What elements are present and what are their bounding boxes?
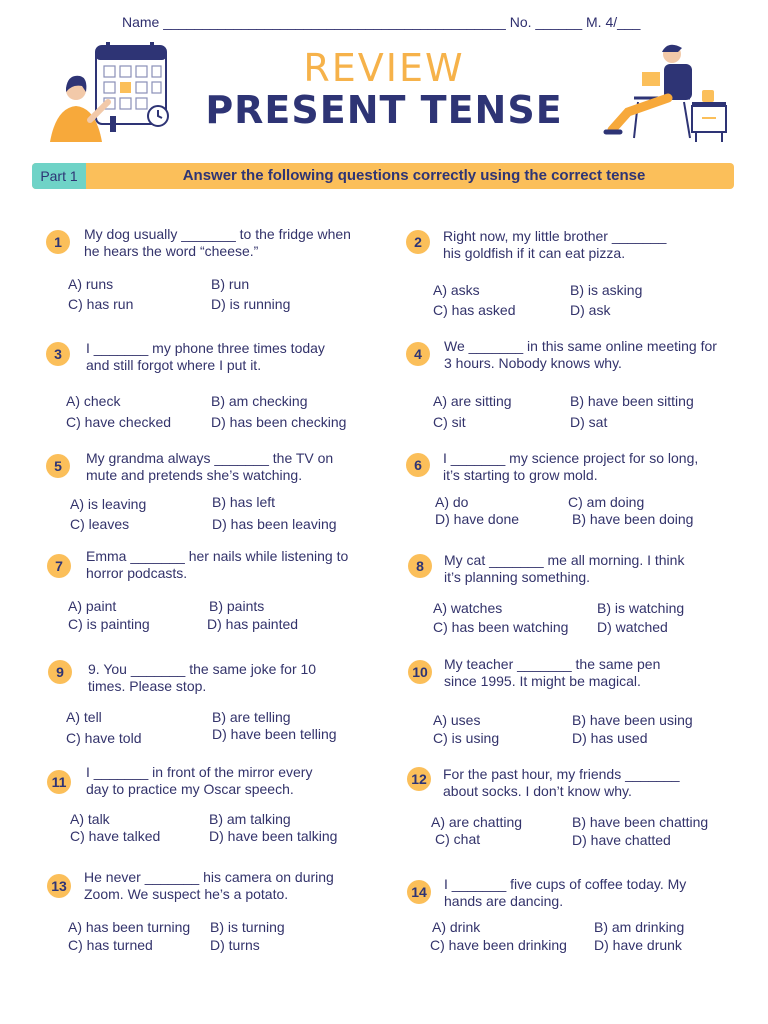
answer-option[interactable]: D) have been telling: [212, 726, 337, 742]
title-review: REVIEW: [303, 46, 465, 90]
question-number: 11: [47, 770, 71, 794]
question-text: day to practice my Oscar speech.: [86, 781, 294, 797]
answer-option[interactable]: C) have told: [66, 730, 142, 746]
question-number: 8: [408, 554, 432, 578]
answer-option[interactable]: B) has left: [212, 494, 276, 510]
question-text: since 1995. It might be magical.: [444, 673, 641, 689]
question-text: horror podcasts.: [86, 565, 188, 581]
answer-option[interactable]: D) sat: [570, 414, 608, 430]
answer-option[interactable]: D) has been checking: [211, 414, 347, 430]
question-number: 6: [406, 453, 430, 477]
answer-option[interactable]: A) has been turning: [68, 919, 191, 935]
answer-option[interactable]: C) chat: [435, 831, 481, 847]
question-text: Zoom. We suspect he’s a potato.: [84, 886, 289, 902]
question-text: I _______ in front of the mirror every: [86, 764, 313, 780]
question-number: 7: [47, 554, 71, 578]
answer-option[interactable]: C) have checked: [66, 414, 172, 430]
question-text: about socks. I don’t know why.: [443, 783, 632, 799]
answer-option[interactable]: B) paints: [209, 598, 265, 614]
answer-option[interactable]: B) is turning: [210, 919, 285, 935]
question-text: For the past hour, my friends _______: [443, 766, 680, 782]
question-number: 13: [47, 874, 71, 898]
answer-option[interactable]: C) am doing: [568, 494, 645, 510]
answer-option[interactable]: C) leaves: [70, 516, 130, 532]
answer-option[interactable]: A) do: [435, 494, 469, 510]
answer-option[interactable]: D) watched: [597, 619, 668, 635]
question-number: 3: [46, 342, 70, 366]
answer-option[interactable]: A) runs: [68, 276, 114, 292]
question-text: times. Please stop.: [88, 678, 207, 694]
answer-option[interactable]: A) talk: [70, 811, 110, 827]
question-text: 3 hours. Nobody knows why.: [444, 355, 622, 371]
answer-option[interactable]: A) uses: [433, 712, 481, 728]
answer-option[interactable]: D) is running: [211, 296, 291, 312]
answer-option[interactable]: A) are sitting: [433, 393, 512, 409]
answer-option[interactable]: B) am talking: [209, 811, 291, 827]
answer-option[interactable]: D) have drunk: [594, 937, 682, 953]
answer-option[interactable]: C) has turned: [68, 937, 153, 953]
question-number: 4: [406, 342, 430, 366]
answer-option[interactable]: D) have chatted: [572, 832, 671, 848]
answer-option[interactable]: A) check: [66, 393, 121, 409]
answer-option[interactable]: C) has asked: [433, 302, 516, 318]
answer-option[interactable]: A) drink: [432, 919, 481, 935]
question-text: My grandma always _______ the TV on: [86, 450, 334, 466]
part-instruction: Answer the following questions correctly using the correct tense: [182, 167, 646, 184]
answer-option[interactable]: B) is watching: [597, 600, 685, 616]
answer-option[interactable]: A) is leaving: [70, 496, 147, 512]
question-text: it’s planning something.: [444, 569, 591, 585]
answer-option[interactable]: D) has painted: [207, 616, 299, 632]
answer-option[interactable]: A) tell: [66, 709, 102, 725]
answer-option[interactable]: B) am drinking: [594, 919, 685, 935]
question-number: 1: [46, 230, 70, 254]
answer-option[interactable]: D) ask: [570, 302, 611, 318]
question-text: 9. You _______ the same joke for 10: [88, 661, 317, 677]
answer-option[interactable]: C) has been watching: [433, 619, 569, 635]
question-text: mute and pretends she’s watching.: [86, 467, 303, 483]
part-label: Part 1: [32, 163, 86, 189]
question-text: and still forgot where I put it.: [86, 357, 262, 373]
answer-option[interactable]: B) have been using: [572, 712, 693, 728]
question-text: My dog usually _______ to the fridge when: [84, 226, 351, 242]
answer-option[interactable]: B) have been doing: [572, 511, 694, 527]
question-text: I _______ my phone three times today: [86, 340, 325, 356]
answer-option[interactable]: D) has been leaving: [212, 516, 337, 532]
answer-option[interactable]: C) sit: [433, 414, 466, 430]
question-number: 9: [48, 660, 72, 684]
question-text: We _______ in this same online meeting for: [444, 338, 717, 354]
answer-option[interactable]: D) turns: [210, 937, 260, 953]
answer-option[interactable]: B) run: [211, 276, 250, 292]
answer-option[interactable]: B) have been chatting: [572, 814, 709, 830]
question-text: Right now, my little brother _______: [443, 228, 667, 244]
question-text: it’s starting to grow mold.: [443, 467, 598, 483]
answer-option[interactable]: C) have been drinking: [430, 937, 567, 953]
question-number: 14: [407, 880, 431, 904]
answer-option[interactable]: D) has used: [572, 730, 648, 746]
answer-option[interactable]: B) have been sitting: [570, 393, 694, 409]
answer-option[interactable]: D) have done: [435, 511, 520, 527]
question-number: 5: [46, 454, 70, 478]
answer-option[interactable]: A) watches: [433, 600, 503, 616]
answer-option[interactable]: A) are chatting: [431, 814, 523, 830]
question-text: He never _______ his camera on during: [84, 869, 334, 885]
question-text: Emma _______ her nails while listening to: [86, 548, 349, 564]
answer-option[interactable]: C) is painting: [68, 616, 150, 632]
question-number: 12: [407, 767, 431, 791]
question-text: I _______ my science project for so long,: [443, 450, 699, 466]
answer-option[interactable]: D) have been talking: [209, 828, 338, 844]
question-text: hands are dancing.: [444, 893, 564, 909]
question-text: My cat _______ me all morning. I think: [444, 552, 685, 568]
question-text: I _______ five cups of coffee today. My: [444, 876, 687, 892]
question-text: he hears the word “cheese.”: [84, 243, 259, 259]
answer-option[interactable]: C) is using: [433, 730, 500, 746]
title-present-tense: PRESENT TENSE: [205, 88, 563, 132]
question-number: 2: [406, 230, 430, 254]
answer-option[interactable]: C) have talked: [70, 828, 161, 844]
answer-option[interactable]: A) asks: [433, 282, 480, 298]
reading-man-illustration: [598, 42, 738, 146]
question-text: his goldfish if it can eat pizza.: [443, 245, 626, 261]
answer-option[interactable]: A) paint: [68, 598, 117, 614]
answer-option[interactable]: B) am checking: [211, 393, 308, 409]
question-text: My teacher _______ the same pen: [444, 656, 661, 672]
answer-option[interactable]: C) has run: [68, 296, 134, 312]
name-number-line: Name ____________________________________________ No. ______ M. 4/___: [122, 14, 641, 30]
answer-option[interactable]: B) are telling: [212, 709, 291, 725]
question-number: 10: [408, 660, 432, 684]
answer-option[interactable]: B) is asking: [570, 282, 643, 298]
